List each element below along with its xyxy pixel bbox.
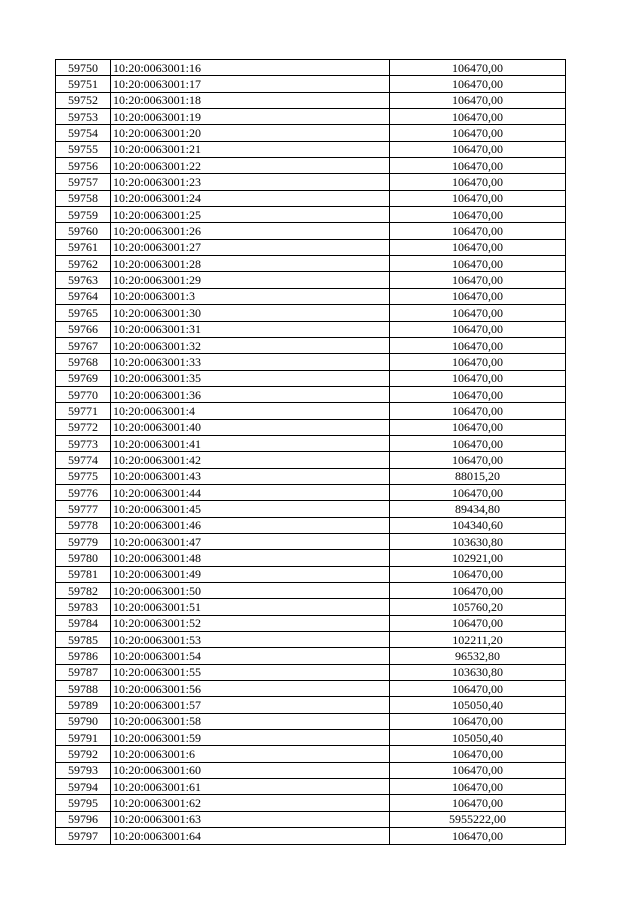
table-row bbox=[56, 566, 566, 582]
cadastral-value-cell: 106470,00 bbox=[390, 92, 566, 108]
cadastral-number-cell: 10:20:0063001:25 bbox=[111, 207, 390, 223]
row-number-cell: 59775 bbox=[56, 468, 111, 484]
row-number-cell: 59761 bbox=[56, 239, 111, 255]
table-row bbox=[56, 174, 566, 190]
table-row bbox=[56, 141, 566, 157]
table-row bbox=[56, 337, 566, 353]
cadastral-number-cell: 10:20:0063001:42 bbox=[111, 452, 390, 468]
row-number-cell: 59782 bbox=[56, 583, 111, 599]
cadastral-number-cell: 10:20:0063001:53 bbox=[111, 632, 390, 648]
cadastral-value-cell: 106470,00 bbox=[390, 76, 566, 92]
cadastral-value-cell: 106470,00 bbox=[390, 681, 566, 697]
row-number-cell: 59751 bbox=[56, 76, 111, 92]
cadastral-value-cell: 106470,00 bbox=[390, 370, 566, 386]
cadastral-number-cell: 10:20:0063001:52 bbox=[111, 615, 390, 631]
row-number-cell: 59762 bbox=[56, 256, 111, 272]
cadastral-value-cell: 88015,20 bbox=[390, 468, 566, 484]
cadastral-number-cell: 10:20:0063001:19 bbox=[111, 109, 390, 125]
cadastral-value-cell: 89434,80 bbox=[390, 501, 566, 517]
cadastral-number-cell: 10:20:0063001:62 bbox=[111, 795, 390, 811]
row-number-cell: 59781 bbox=[56, 566, 111, 582]
cadastral-number-cell: 10:20:0063001:43 bbox=[111, 468, 390, 484]
table-row bbox=[56, 370, 566, 386]
cadastral-number-cell: 10:20:0063001:46 bbox=[111, 517, 390, 533]
row-number-cell: 59752 bbox=[56, 92, 111, 108]
cadastral-value-cell: 106470,00 bbox=[390, 305, 566, 321]
cadastral-value-cell: 106470,00 bbox=[390, 566, 566, 582]
cadastral-number-cell: 10:20:0063001:30 bbox=[111, 305, 390, 321]
cadastral-number-cell: 10:20:0063001:27 bbox=[111, 239, 390, 255]
row-number-cell: 59756 bbox=[56, 158, 111, 174]
cadastral-value-cell: 106470,00 bbox=[390, 386, 566, 402]
cadastral-value-cell: 106470,00 bbox=[390, 419, 566, 435]
cadastral-value-cell: 106470,00 bbox=[390, 207, 566, 223]
table-row bbox=[56, 468, 566, 484]
row-number-cell: 59794 bbox=[56, 779, 111, 795]
row-number-cell: 59792 bbox=[56, 746, 111, 762]
cadastral-value-cell: 105760,20 bbox=[390, 599, 566, 615]
cadastral-value-cell: 106470,00 bbox=[390, 828, 566, 844]
cadastral-number-cell: 10:20:0063001:47 bbox=[111, 533, 390, 549]
cadastral-value-cell: 106470,00 bbox=[390, 223, 566, 239]
cadastral-number-cell: 10:20:0063001:41 bbox=[111, 435, 390, 451]
cadastral-number-cell: 10:20:0063001:33 bbox=[111, 354, 390, 370]
row-number-cell: 59795 bbox=[56, 795, 111, 811]
cadastral-value-cell: 106470,00 bbox=[390, 288, 566, 304]
row-number-cell: 59796 bbox=[56, 811, 111, 827]
cadastral-value-cell: 106470,00 bbox=[390, 174, 566, 190]
table-row bbox=[56, 517, 566, 533]
table-row bbox=[56, 811, 566, 827]
cadastral-number-cell: 10:20:0063001:22 bbox=[111, 158, 390, 174]
cadastral-value-cell: 106470,00 bbox=[390, 190, 566, 206]
cadastral-number-cell: 10:20:0063001:50 bbox=[111, 583, 390, 599]
table-row bbox=[56, 779, 566, 795]
row-number-cell: 59777 bbox=[56, 501, 111, 517]
row-number-cell: 59759 bbox=[56, 207, 111, 223]
cadastral-value-cell: 106470,00 bbox=[390, 354, 566, 370]
row-number-cell: 59791 bbox=[56, 730, 111, 746]
cadastral-value-cell: 106470,00 bbox=[390, 713, 566, 729]
cadastral-number-cell: 10:20:0063001:54 bbox=[111, 648, 390, 664]
cadastral-number-cell: 10:20:0063001:3 bbox=[111, 288, 390, 304]
table-row bbox=[56, 386, 566, 402]
cadastral-number-cell: 10:20:0063001:40 bbox=[111, 419, 390, 435]
row-number-cell: 59788 bbox=[56, 681, 111, 697]
cadastral-value-cell: 106470,00 bbox=[390, 583, 566, 599]
table-row bbox=[56, 746, 566, 762]
cadastral-number-cell: 10:20:0063001:29 bbox=[111, 272, 390, 288]
cadastral-number-cell: 10:20:0063001:60 bbox=[111, 762, 390, 778]
cadastral-value-cell: 106470,00 bbox=[390, 158, 566, 174]
cadastral-value-cell: 106470,00 bbox=[390, 435, 566, 451]
cadastral-number-cell: 10:20:0063001:17 bbox=[111, 76, 390, 92]
cadastral-number-cell: 10:20:0063001:6 bbox=[111, 746, 390, 762]
table-row bbox=[56, 239, 566, 255]
table-row bbox=[56, 484, 566, 500]
cadastral-number-cell: 10:20:0063001:20 bbox=[111, 125, 390, 141]
cadastral-value-cell: 106470,00 bbox=[390, 125, 566, 141]
row-number-cell: 59778 bbox=[56, 517, 111, 533]
cadastral-value-cell: 106470,00 bbox=[390, 272, 566, 288]
table-body bbox=[56, 60, 566, 845]
table-row bbox=[56, 305, 566, 321]
table-row bbox=[56, 762, 566, 778]
row-number-cell: 59757 bbox=[56, 174, 111, 190]
row-number-cell: 59766 bbox=[56, 321, 111, 337]
table-row bbox=[56, 730, 566, 746]
table-row bbox=[56, 599, 566, 615]
cadastral-value-cell: 106470,00 bbox=[390, 484, 566, 500]
cadastral-value-cell: 106470,00 bbox=[390, 109, 566, 125]
cadastral-value-cell: 106470,00 bbox=[390, 746, 566, 762]
row-number-cell: 59780 bbox=[56, 550, 111, 566]
row-number-cell: 59774 bbox=[56, 452, 111, 468]
cadastral-value-cell: 106470,00 bbox=[390, 452, 566, 468]
row-number-cell: 59754 bbox=[56, 125, 111, 141]
cadastral-number-cell: 10:20:0063001:56 bbox=[111, 681, 390, 697]
cadastral-number-cell: 10:20:0063001:16 bbox=[111, 60, 390, 76]
row-number-cell: 59787 bbox=[56, 664, 111, 680]
cadastral-value-cell: 106470,00 bbox=[390, 337, 566, 353]
table-row bbox=[56, 92, 566, 108]
table-row bbox=[56, 697, 566, 713]
cadastral-number-cell: 10:20:0063001:48 bbox=[111, 550, 390, 566]
table-row bbox=[56, 435, 566, 451]
cadastral-value-cell: 106470,00 bbox=[390, 321, 566, 337]
table-row bbox=[56, 354, 566, 370]
table-row bbox=[56, 272, 566, 288]
row-number-cell: 59772 bbox=[56, 419, 111, 435]
cadastral-value-cell: 105050,40 bbox=[390, 697, 566, 713]
table-row bbox=[56, 550, 566, 566]
row-number-cell: 59773 bbox=[56, 435, 111, 451]
table-row bbox=[56, 648, 566, 664]
table-row bbox=[56, 190, 566, 206]
cadastral-number-cell: 10:20:0063001:35 bbox=[111, 370, 390, 386]
table-row bbox=[56, 664, 566, 680]
cadastral-number-cell: 10:20:0063001:24 bbox=[111, 190, 390, 206]
table-row bbox=[56, 76, 566, 92]
table-row bbox=[56, 583, 566, 599]
row-number-cell: 59784 bbox=[56, 615, 111, 631]
cadastral-value-cell: 106470,00 bbox=[390, 779, 566, 795]
cadastral-value-cell: 5955222,00 bbox=[390, 811, 566, 827]
table-row bbox=[56, 109, 566, 125]
cadastral-number-cell: 10:20:0063001:31 bbox=[111, 321, 390, 337]
cadastral-value-cell: 106470,00 bbox=[390, 239, 566, 255]
row-number-cell: 59786 bbox=[56, 648, 111, 664]
table-row bbox=[56, 158, 566, 174]
row-number-cell: 59767 bbox=[56, 337, 111, 353]
table-row bbox=[56, 403, 566, 419]
cadastral-value-table bbox=[55, 59, 566, 845]
row-number-cell: 59753 bbox=[56, 109, 111, 125]
row-number-cell: 59764 bbox=[56, 288, 111, 304]
table-row bbox=[56, 288, 566, 304]
table-row bbox=[56, 713, 566, 729]
cadastral-number-cell: 10:20:0063001:44 bbox=[111, 484, 390, 500]
row-number-cell: 59785 bbox=[56, 632, 111, 648]
cadastral-value-cell: 106470,00 bbox=[390, 141, 566, 157]
cadastral-value-cell: 106470,00 bbox=[390, 403, 566, 419]
cadastral-number-cell: 10:20:0063001:64 bbox=[111, 828, 390, 844]
row-number-cell: 59797 bbox=[56, 828, 111, 844]
table-row bbox=[56, 321, 566, 337]
table-row bbox=[56, 452, 566, 468]
cadastral-value-cell: 102211,20 bbox=[390, 632, 566, 648]
row-number-cell: 59765 bbox=[56, 305, 111, 321]
cadastral-number-cell: 10:20:0063001:57 bbox=[111, 697, 390, 713]
row-number-cell: 59763 bbox=[56, 272, 111, 288]
cadastral-value-cell: 103630,80 bbox=[390, 533, 566, 549]
table-row bbox=[56, 207, 566, 223]
cadastral-value-cell: 96532,80 bbox=[390, 648, 566, 664]
row-number-cell: 59793 bbox=[56, 762, 111, 778]
cadastral-number-cell: 10:20:0063001:23 bbox=[111, 174, 390, 190]
cadastral-number-cell: 10:20:0063001:59 bbox=[111, 730, 390, 746]
row-number-cell: 59789 bbox=[56, 697, 111, 713]
cadastral-number-cell: 10:20:0063001:28 bbox=[111, 256, 390, 272]
cadastral-number-cell: 10:20:0063001:36 bbox=[111, 386, 390, 402]
cadastral-number-cell: 10:20:0063001:45 bbox=[111, 501, 390, 517]
cadastral-value-cell: 106470,00 bbox=[390, 762, 566, 778]
table-row bbox=[56, 828, 566, 844]
cadastral-number-cell: 10:20:0063001:61 bbox=[111, 779, 390, 795]
cadastral-value-cell: 105050,40 bbox=[390, 730, 566, 746]
row-number-cell: 59770 bbox=[56, 386, 111, 402]
cadastral-number-cell: 10:20:0063001:63 bbox=[111, 811, 390, 827]
cadastral-number-cell: 10:20:0063001:32 bbox=[111, 337, 390, 353]
cadastral-number-cell: 10:20:0063001:55 bbox=[111, 664, 390, 680]
cadastral-value-cell: 106470,00 bbox=[390, 256, 566, 272]
table-row bbox=[56, 615, 566, 631]
cadastral-number-cell: 10:20:0063001:26 bbox=[111, 223, 390, 239]
table-row bbox=[56, 60, 566, 76]
row-number-cell: 59769 bbox=[56, 370, 111, 386]
table-row bbox=[56, 256, 566, 272]
cadastral-number-cell: 10:20:0063001:21 bbox=[111, 141, 390, 157]
table-row bbox=[56, 681, 566, 697]
table-row bbox=[56, 533, 566, 549]
table-row bbox=[56, 419, 566, 435]
cadastral-value-cell: 103630,80 bbox=[390, 664, 566, 680]
row-number-cell: 59755 bbox=[56, 141, 111, 157]
cadastral-value-cell: 102921,00 bbox=[390, 550, 566, 566]
row-number-cell: 59758 bbox=[56, 190, 111, 206]
row-number-cell: 59779 bbox=[56, 533, 111, 549]
row-number-cell: 59776 bbox=[56, 484, 111, 500]
row-number-cell: 59771 bbox=[56, 403, 111, 419]
cadastral-value-cell: 106470,00 bbox=[390, 795, 566, 811]
row-number-cell: 59760 bbox=[56, 223, 111, 239]
cadastral-number-cell: 10:20:0063001:51 bbox=[111, 599, 390, 615]
table-row bbox=[56, 125, 566, 141]
table-row bbox=[56, 632, 566, 648]
row-number-cell: 59783 bbox=[56, 599, 111, 615]
table-row bbox=[56, 223, 566, 239]
cadastral-value-cell: 104340,60 bbox=[390, 517, 566, 533]
cadastral-number-cell: 10:20:0063001:18 bbox=[111, 92, 390, 108]
cadastral-number-cell: 10:20:0063001:4 bbox=[111, 403, 390, 419]
cadastral-value-cell: 106470,00 bbox=[390, 60, 566, 76]
row-number-cell: 59768 bbox=[56, 354, 111, 370]
cadastral-number-cell: 10:20:0063001:58 bbox=[111, 713, 390, 729]
table-row bbox=[56, 501, 566, 517]
table-row bbox=[56, 795, 566, 811]
cadastral-number-cell: 10:20:0063001:49 bbox=[111, 566, 390, 582]
cadastral-value-cell: 106470,00 bbox=[390, 615, 566, 631]
row-number-cell: 59750 bbox=[56, 60, 111, 76]
row-number-cell: 59790 bbox=[56, 713, 111, 729]
